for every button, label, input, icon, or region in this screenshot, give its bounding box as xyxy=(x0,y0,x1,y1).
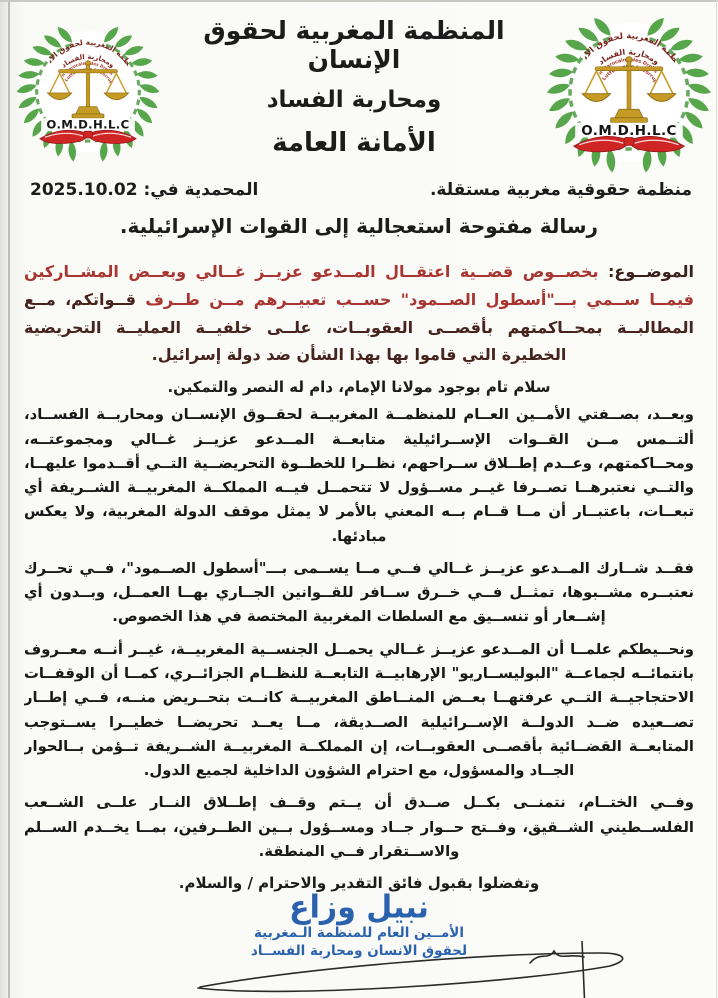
body-paragraph-4: وفــي الختــام، نتمنــى بكــل صــدق أن يــتم وقــف إطــلاق النــار علــى الشــعب الفلســطيني الشــقيق، وفــتح حــوار جــاد ومســؤول بــين الطــرفين، بمــا يخــدم الســلم والاســتقرار فــي المنطقة. xyxy=(24,794,694,860)
letter-body xyxy=(24,258,694,892)
body-paragraph-2: فقــد شــارك المــدعو عزيــز غــالي فــي مــا يســمى بـــ"أسطول الصــمود"، فــي تحــرك نعتبــره مشــبوها، تمثــل فــي خــرق ســافر للقــوانين الجــاري بهــا العمــل، وبــدون أي إشــعار أو تنســيق مع السلطات المغربية المختصة في هذا الخصوص. xyxy=(24,559,694,626)
meta-row xyxy=(30,180,692,200)
scan-edge-left xyxy=(8,0,10,998)
body-paragraph-3: ونحــيطكم علمــا أن المــدعو عزيــز غــالي يحمــل الجنســية المغربيــة، غيــر أنــه معــروف بانتمائــه لجماعــة "البوليســاريو" الإرهابيــة التابعــة للنظــام الجزائــري، كمــا أن الوقفــات الاحتجاجيــة التــي عرفتهــا بعــض المنــاطق المغربيــة كانــت بتحــريض منــه، فــي إطــار تصــعيده ضــد الدولــة الإســرائيلية الصــديقة، مــا يعــد تحريضــا خطيــرا يســتوجب المتابعــة القضــائية بأقصــى العقوبــات، إن المملكــة المغربيــة الشــريفة تــؤمن بــالحوار الجــاد والمسؤول، مع احترام الشؤون الداخلية لجميع الدول. xyxy=(24,640,694,780)
place-date: المحمدية في: 2025.10.02 xyxy=(30,180,259,200)
scan-edge-top xyxy=(0,0,718,2)
closing-line: وتفضلوا بقبول فائق التقدير والاحترام / والسلام. xyxy=(178,874,540,892)
body-paragraph-1: وبعــد، بصــفتي الأمــين العــام للمنظمــة المغربيــة لحقــوق الإنســان ومحاربــة الفســاد، ألتــمس مــن القــوات الإســرائيلية متابعــة المــدعو عزيــز غــالي ومجموعتــه، ومحــاكمتهم، وعــدم إطــلاق ســراحهم، نظــرا للخطــوة التحريضــية التــي أقــدموا عليهــا، والتــي نعتبرهــا تصــرفا غيــر مســؤول لا تتحمــل فيــه المملكــة المغربيــة الشــريفة أي تبعــات، باعتبــار أن مــا قــام بــه المعني بالأمر لا يمثل موقف الدولة المغربية، ولا يعكس مبادئها. xyxy=(24,406,694,545)
signatory-title-line2: لحقوق الانسان ومحاربة الفســاد xyxy=(250,943,468,960)
org-logo-left xyxy=(14,14,162,162)
subject-paragraph xyxy=(24,258,694,369)
subject-text-red: بخصــوص قضــية اعتقــال المــدعو عزيــز غــالي وبعــض المشــاركين فيمــا ســمي بـــ"أسطول الصــمود" حســب تعبيــرهم مــن طــرف xyxy=(24,262,694,309)
org-logo-right xyxy=(544,3,714,173)
letter-title: رسالة مفتوحة استعجالية إلى القوات الإسرائيلية. xyxy=(119,214,599,238)
org-name-line2: ومحاربة الفساد xyxy=(266,87,442,113)
signature-block xyxy=(0,891,718,998)
signatory-title-line1: الأمــين العام للمنظمة الـمغربية xyxy=(254,925,464,941)
salutation-line: سلام تام بوجود مولانا الإمام، دام له النصر والتمكين. xyxy=(167,378,551,397)
scan-edge-right xyxy=(716,0,717,998)
org-descriptor: منظمة حقوقية مغربية مستقلة. xyxy=(429,180,692,200)
org-secretariat-line: الأمانة العامة xyxy=(272,128,436,158)
signatory-name: نبيل وزاع xyxy=(289,891,429,926)
subject-text-dark: قــواتكم، مــع المطالبــة بمحــاكمتهم بأقصــى العقوبــات، علــى خلفيــة العمليــة التحريضية الخطيرة التي قاموا بها بهذا الشأن ضد دولة إسرائيل. xyxy=(24,289,694,365)
subject-label: الموضــوع: xyxy=(607,262,694,281)
org-name-line1: المنظمة المغربية لحقوق الإنسان xyxy=(203,16,505,74)
